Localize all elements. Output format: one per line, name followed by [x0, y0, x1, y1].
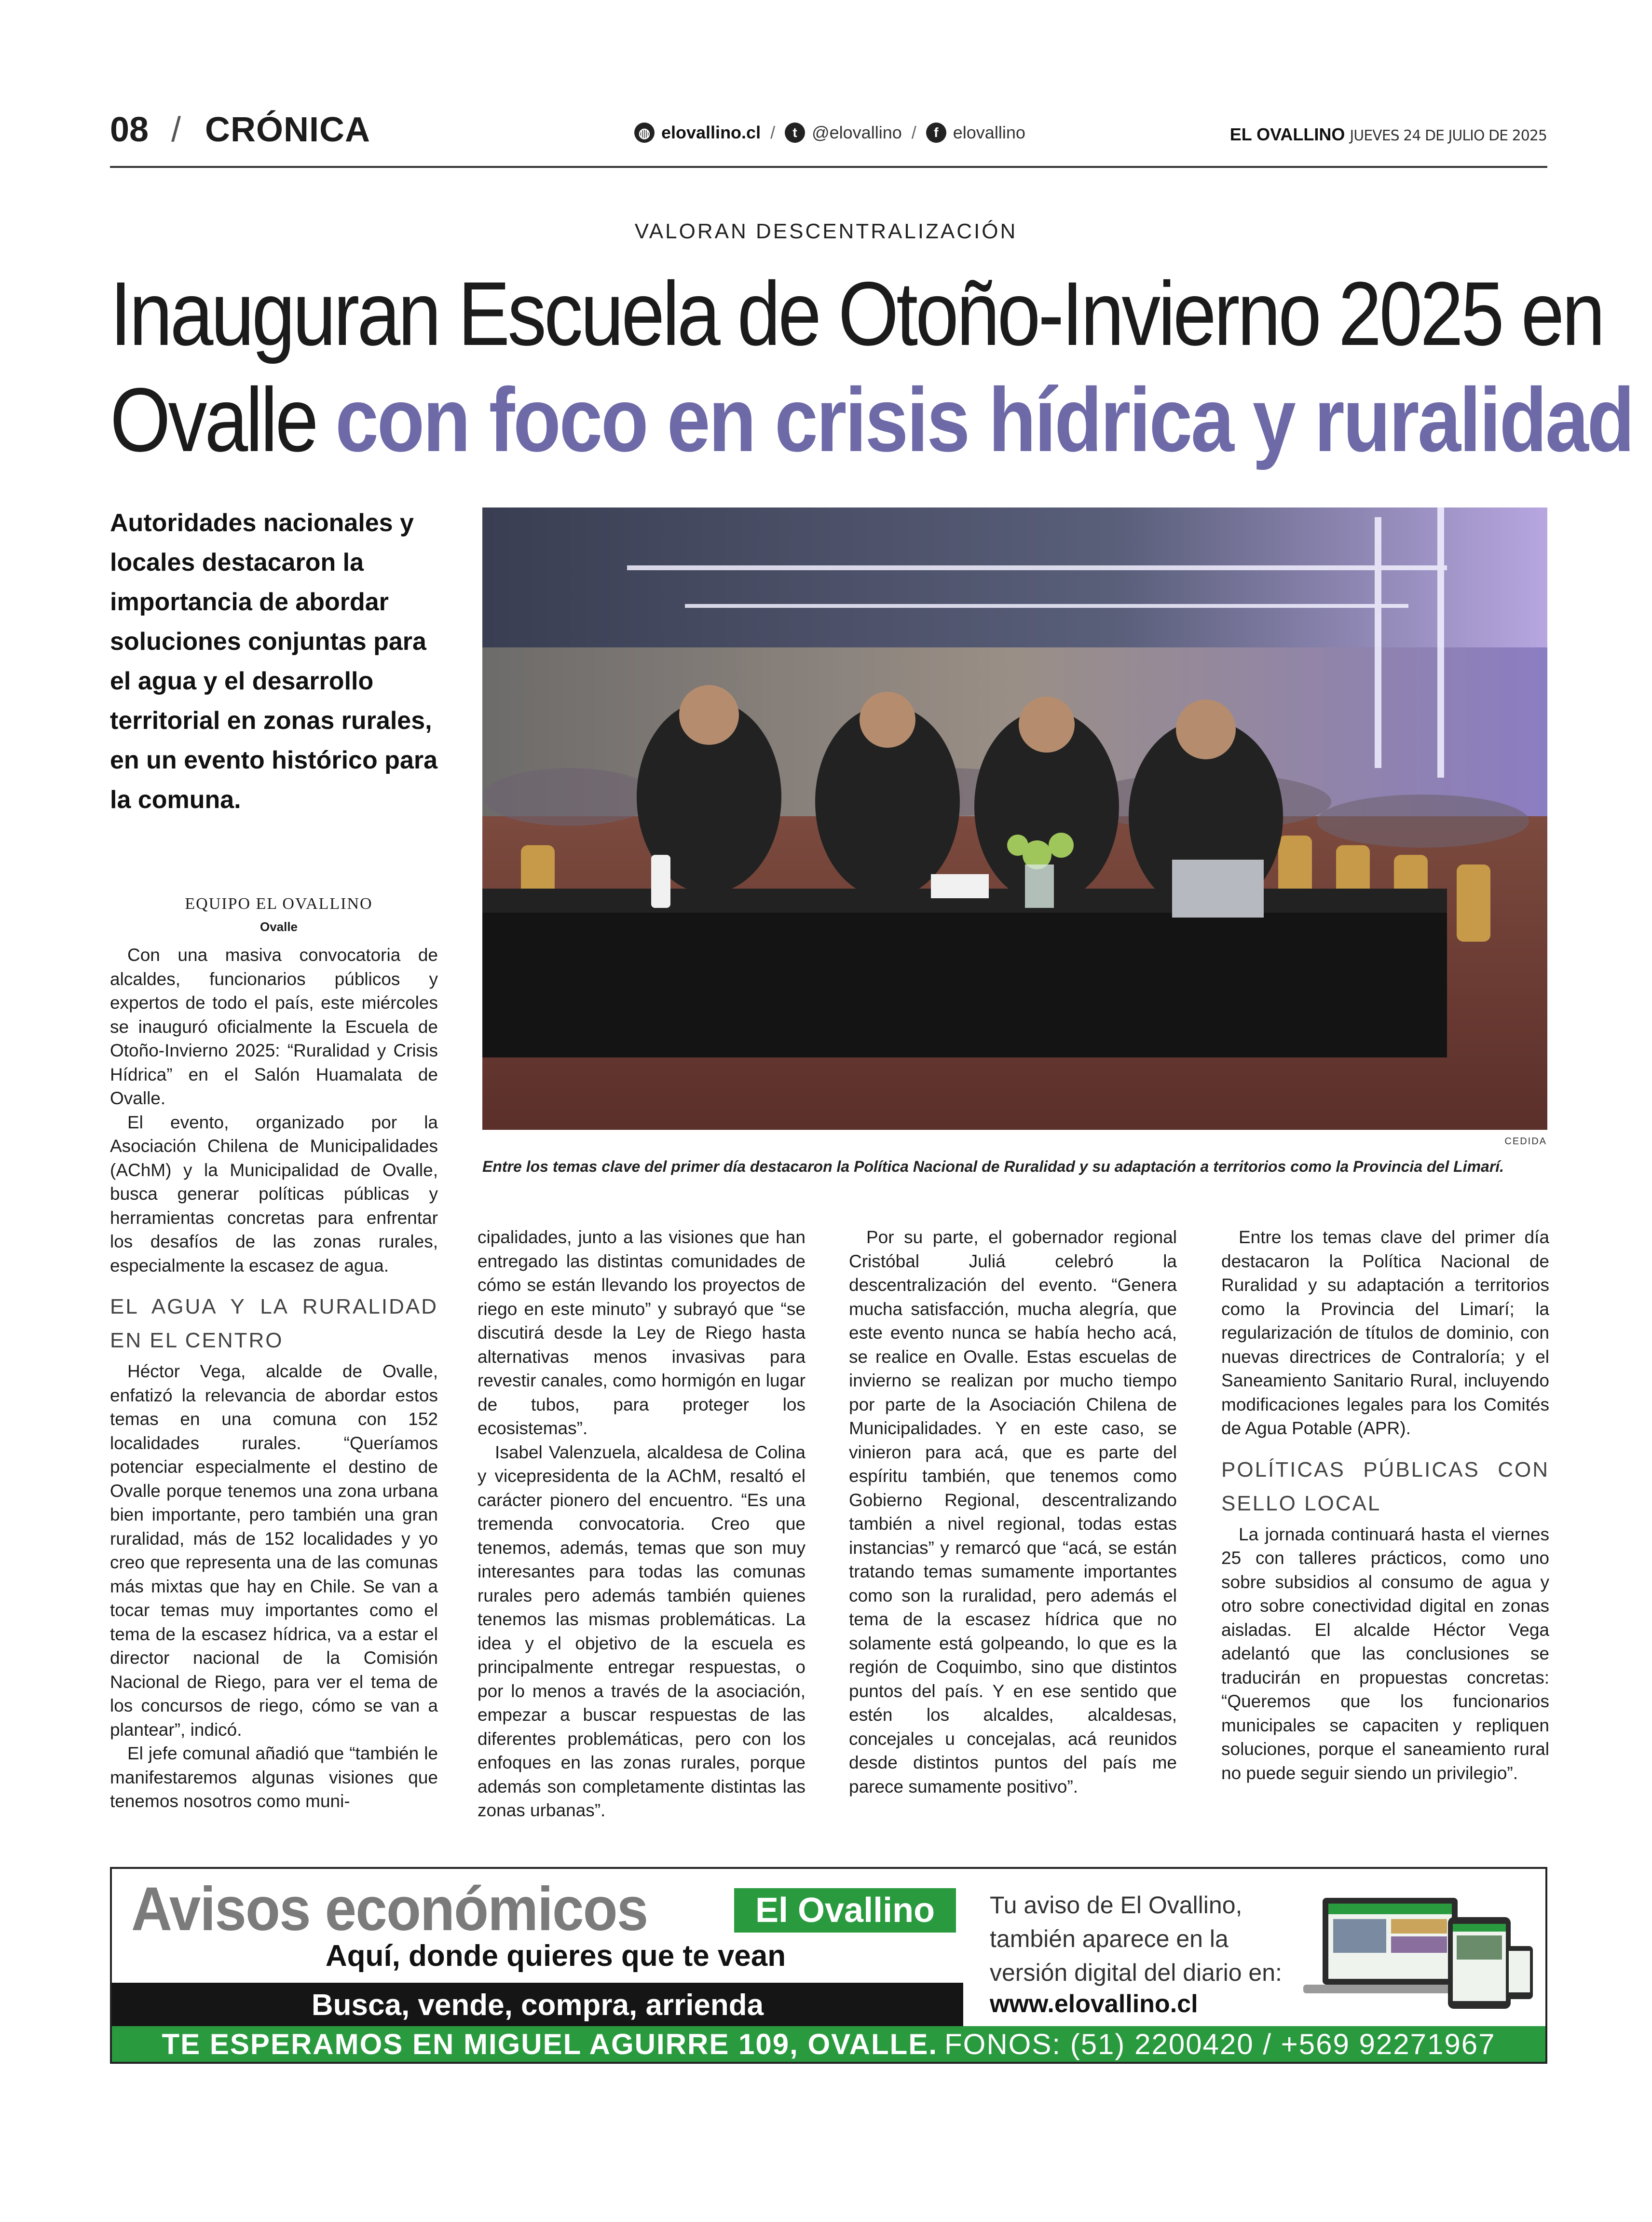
social-links	[634, 123, 1025, 143]
subheading: EL AGUA Y LA RURALIDAD EN EL CENTRO	[110, 1295, 438, 1352]
twitter-icon: t	[785, 123, 805, 143]
header-slash: /	[171, 110, 181, 149]
article-column-3	[849, 1225, 1177, 1798]
ad-title: Avisos económicos	[131, 1875, 648, 1944]
paragraph: El evento, organizado por la Asociación Chilena de Municipalidades (AChM) y la Municipalidad de Ovalle, busca generar políticas públicas y herramientas concretas para enfrentar los desafíos de las zonas rurales, especialmente la escasez de agua.	[110, 1112, 438, 1276]
article-column-1	[110, 943, 438, 1813]
ad-info-text: Tu aviso de El Ovallino, también aparece en la versión digital del diario en:	[990, 1892, 1282, 1986]
separator: /	[911, 123, 916, 142]
headline-plain: Ovalle	[110, 369, 336, 470]
headline-highlight: con foco en crisis hídrica y ruralidad	[335, 369, 1633, 470]
separator: /	[770, 123, 776, 142]
article-column-2	[478, 1225, 806, 1823]
ad-subtitle: Aquí, donde quieres que te vean	[325, 1939, 786, 1973]
byline-location: Ovalle	[259, 919, 298, 934]
article-photo	[482, 507, 1547, 1130]
paragraph: El jefe comunal añadió que “también le manifestaremos algunas visiones que tenemos nosotros como muni-	[110, 1743, 438, 1811]
header-rule	[110, 166, 1547, 168]
ad-url[interactable]: www.elovallino.cl	[990, 1990, 1198, 2018]
ad-brand-badge: El Ovallino	[734, 1888, 956, 1933]
photo-caption: Entre los temas clave del primer día destacaron la Política Nacional de Ruralidad y su adaptación a territorios como la Provincia del Limarí.	[482, 1158, 1504, 1175]
ad-slogan-bar: Busca, vende, compra, arrienda	[112, 1983, 963, 2027]
paragraph: Con una masiva convocatoria de alcaldes, funcionarios públicos y expertos de todo el país, este miércoles se inauguró oficialmente la Escuela de Otoño-Invierno 2025: “Ruralidad y Crisis Hídrica” en el Salón Huamalata de Ovalle.	[110, 945, 438, 1108]
paragraph: Entre los temas clave del primer día destacaron la Política Nacional de Ruralidad y su adaptación a territorios como la Provincia del Limarí; la regularización de títulos de dominio, con nuevas directrices de Contraloría; y el Saneamiento Sanitario Rural, incluyendo modificaciones legales para los Comités de Agua Potable (APR).	[1221, 1227, 1549, 1438]
lead-paragraph: Autoridades nacionales y locales destacaron la importancia de abordar soluciones conjuntas para el agua y el desarrollo territorial en zonas rurales, en un evento histórico para la comuna.	[110, 509, 438, 814]
facebook-icon: f	[926, 123, 946, 143]
paragraph: Héctor Vega, alcalde de Ovalle, enfatizó la relevancia de abordar estos temas en una comuna con 152 localidades rurales. “Queríamos potenciar especialmente el destino de Ovalle porque tenemos una zona urbana bien importante, pero también una gran ruralidad, más de 152 localidades y yo creo que representa una de las comunas más mixtas que hay en Chile. Se van a tocar temas muy importantes como el tema de la escasez hídrica, va a estar el director nacional de la Comisión Nacional de Riego, para ver el tema de los concursos de riego, cómo se van a plantear”, indicó.	[110, 1361, 438, 1740]
paragraph: cipalidades, junto a las visiones que han entregado las distintas comunidades de cómo se están llevando los proyectos de riego en este minuto” y subrayó que “se discutirá desde la Ley de Riego hasta alternativas menos invasivas para revestir canales, como hormigón en lugar de tubos, para proteger los ecosistemas”.	[478, 1227, 806, 1438]
paper-name: EL OVALLINO	[1229, 124, 1345, 144]
globe-icon: ◍	[634, 123, 655, 143]
facebook-handle[interactable]: elovallino	[953, 123, 1025, 142]
subheading: POLÍTICAS PÚBLICAS CON SELLO LOCAL	[1221, 1457, 1549, 1515]
devices-illustration-icon	[1303, 1888, 1535, 2018]
headline	[110, 261, 1633, 473]
photo-credit: CEDIDA	[1504, 1136, 1547, 1147]
ad-address: TE ESPERAMOS EN MIGUEL AGUIRRE 109, OVALLE.	[162, 2028, 938, 2060]
ad-phones: FONOS: (51) 2200420 / +569 92271967	[944, 2028, 1496, 2060]
twitter-handle[interactable]: @elovallino	[812, 123, 902, 142]
paragraph: Por su parte, el gobernador regional Cristóbal Juliá celebró la descentralización del evento. “Genera mucha satisfacción, mucha alegría, que este evento nunca se había hecho acá, se realice en Ovalle. Estas escuelas de invierno se realizan por mucho tiempo por parte de la Asociación Chilena de Municipalidades. Y en este caso, se vinieron para acá, que es parte del espíritu también, que tenemos como Gobierno Regional, descentralizando también a nivel regional, todas estas instancias” y remarcó que “acá, se están tratando temas sumamente importantes como son la ruralidad, pero además el tema de la escasez hídrica que no solamente está golpeando, lo que es la región de Coquimbo, sino que distintos puntos del país. Y en ese sentido que estén los alcaldes, alcaldesas, concejales u concejalas, acá reunidos desde distintos puntos del país me parece sumamente positivo”.	[849, 1227, 1177, 1797]
byline: EQUIPO EL OVALLINO	[185, 895, 373, 913]
kicker: VALORAN DESCENTRALIZACIÓN	[634, 219, 1018, 243]
ad-address-bar	[112, 2026, 1545, 2062]
section-name: CRÓNICA	[205, 110, 370, 149]
website-link[interactable]: elovallino.cl	[661, 123, 761, 142]
paragraph: Isabel Valenzuela, alcaldesa de Colina y vicepresidenta de la AChM, resaltó el carácter pionero del encuentro. “Es una tremenda convocatoria. Creo que tenemos, además, temas que son muy interesantes para todas las comunas rurales pero además también quienes tenemos las mismas problemáticas. La idea y el objetivo de la escuela es principalmente entregar respuestas, o por lo menos a través de la asociación, empezar a buscar respuestas de las diferentes problemáticas, pero con los enfoques en las zonas rurales, porque además son completamente distintas las zonas urbanas”.	[478, 1442, 806, 1820]
paper-masthead	[1230, 124, 1547, 145]
issue-date: JUEVES 24 DE JULIO DE 2025	[1350, 127, 1547, 144]
headline-line-2	[110, 367, 1633, 473]
headline-line-1: Inauguran Escuela de Otoño-Invierno 2025 en	[110, 263, 1603, 364]
article-column-4	[1221, 1225, 1549, 1785]
classifieds-ad	[110, 1867, 1547, 2064]
paragraph: La jornada continuará hasta el viernes 25 con talleres prácticos, como uno sobre subsidios al consumo de agua y otro sobre conectividad digital en zonas aisladas. El alcalde Héctor Vega adelantó que las conclusiones se traducirán en propuestas concretas: “Queremos que los funcionarios municipales se capaciten y repliquen soluciones, porque el saneamiento rural no puede seguir siendo un privilegio”.	[1221, 1524, 1549, 1783]
page-number: 08	[110, 110, 149, 149]
